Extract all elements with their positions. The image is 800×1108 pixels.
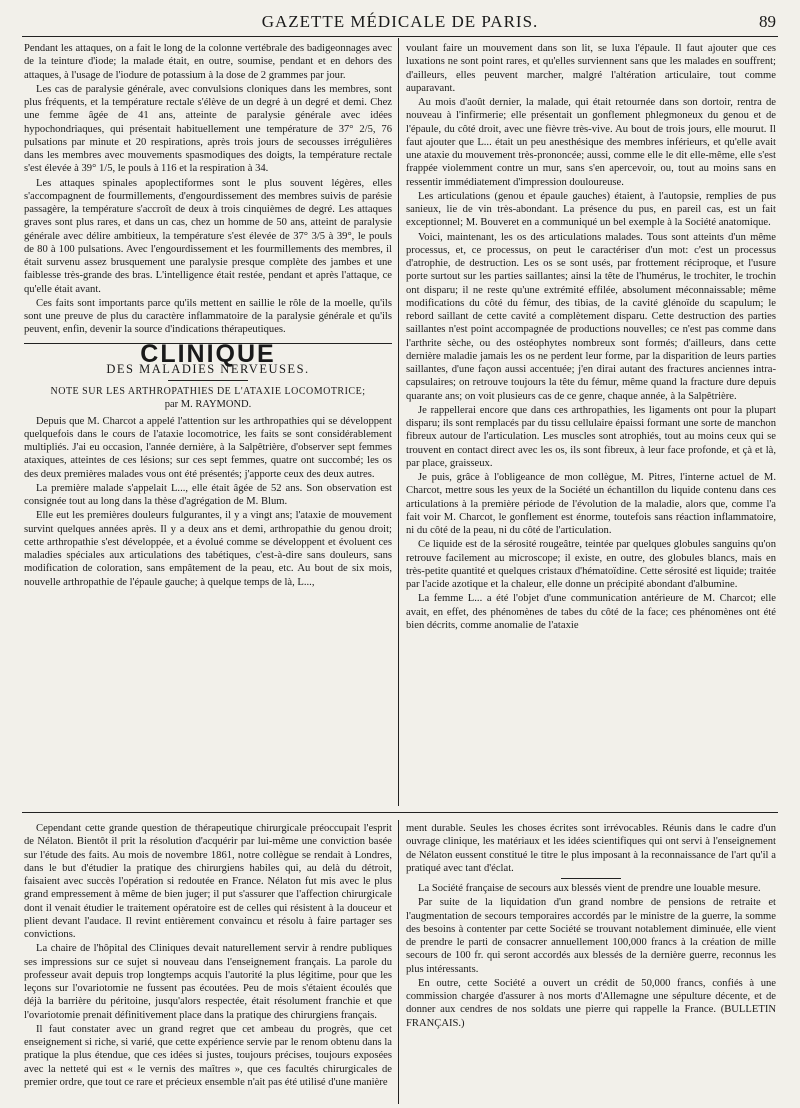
paragraph: Elle eut les premières douleurs fulgurantes, il y a vingt ans; l'ataxie de mouvement survint quelques années après. Il y a deux ans et demi, arthropathie du genou droit; cette arthropathie s'est développée, et a évolué comme se développent et évoluent ces maladies spéciales aux articulations des tabétiques, c'est-à-dire sans douleurs, sans modification de coloration, sans empâtement de la peau, etc. Au bout de six mois, nouvelle arthropathie de l'épaule gauche; à quelque temps de là, L..., <box>24 510 392 588</box>
bottom-left-column <box>24 822 392 1104</box>
paragraph: Je rappellerai encore que dans ces arthropathies, les ligaments ont pour la plupart disparu; ils sont remplacés par du tissu cellulaire épaissi formant une sorte de manchon fibreux autour de l'articulation. Les muscles sont atrophiés, tout au moins ceux qui se trouvent en contact direct avec les os, ils sont fibreux, à leur face profonde, et çà et là, par place, graisseux. <box>406 404 776 469</box>
paragraph: Cependant cette grande question de thérapeutique chirurgicale préoccupait l'esprit de Nélaton. Bientôt il prit la résolution d'acquérir par lui-même une conviction basée sur l'étude des faits. Au mois de novembre 1861, notre collègue se rendait à Londres, dans le but d'étudier la pratique des chirurgiens habiles qui, au delà du détroit, faisaient avec succès l'opération si redoutée en France. Nélaton fut mis avec le plus grand empressement à même de bien juger; il put s'assurer que l'affection chirurgicale dont il venait étudier le traitement opératoire est de celles qui résistent à la douceur et plient devant l'audace. Il revint entièrement convaincu et résolu à faire partager ses convictions. <box>24 823 392 940</box>
paragraph: Les attaques spinales apoplectiformes sont le plus souvent légères, elles s'accompagnent de fourmillements, d'engourdissement des membres suivis de parésie passagère, la température s'accroît de deux à trois cinquièmes de degré. Les attaques graves sont plus rares, et dans un cas, chez un homme de 50 ans, atteint de paralysie générale avec délire ambitieux, la température s'est élevée de 37° 3/5 à 39°, le pouls de 80 à 100 pulsations. Avec l'engourdissement et les fourmillements des membres, il était survenu assez brusquement une paralysie presque complète des jambes et une faiblesse très-grande des bras. L'intelligence était restée, pendant et après l'attaque, ce qu'elle était avant. <box>24 177 392 295</box>
article-title: NOTE SUR LES ARTHROPATHIES DE L'ATAXIE LOCOMOTRICE; <box>50 386 366 397</box>
paragraph: Pendant les attaques, on a fait le long de la colonne vertébrale des badigeonnages avec de la teinture d'iode; la malade était, en outre, soumise, pendant et en dehors des attaques, à l'usage de l'iodure de potassium à la dose de 2 grammes par jour. <box>24 43 392 81</box>
column-divider-bottom <box>398 820 399 1104</box>
paragraph: Ce liquide est de la sérosité rougeâtre, teintée par quelques globules sanguins qu'on retrouve facilement au microscope; il existe, en outre, des globules blancs, mais en très-petite quantité et quelques cristaux d'hématoïdine. Cette sérosité est liquide; traitée par l'acide azotique et la chaleur, elle donne un précipité abondant d'albumine. <box>406 539 776 590</box>
paragraph: Les cas de paralysie générale, avec convulsions cloniques dans les membres, sont plus fréquents, et la température rectale s'élève de un degré à un degré et demi. Chez une femme âgée de 41 ans, atteinte de paralysie générale avec idées hypochondriaques, qui présentait habituellement une température de 37° 2/5, 76 pulsations par minute et 20 respirations, après trois jours de secousses irrégulières dans les membres avec mouvements spasmodiques des doigts, la température rectale s'est élevée à 39° 1/5, le pouls à 116 et la respiration à 34. <box>24 83 392 175</box>
paragraph: En outre, cette Société a ouvert un crédit de 50,000 francs, confiés à une commission chargée d'assurer à nos morts d'Allemagne une sépulture décente, et de donner aux cendres de nos soldats une pierre qui rappelle la France. (BULLETIN FRANÇAIS.) <box>406 977 776 1029</box>
top-right-column <box>406 42 776 808</box>
page-header <box>22 10 778 37</box>
section-title: CLINIQUE <box>140 339 276 368</box>
title-rule <box>168 380 248 381</box>
paragraph: Depuis que M. Charcot a appelé l'attention sur les arthropathies qui se développent quelquefois dans le cours de l'ataxie locomotrice, les faits se sont considérablement multipliés. J'ai eu occasion, l'année dernière, à la Salpêtrière, d'observer sept femmes ataxiques, atteintes de ces lésions; sur ces sept femmes, quatre ont succombé; les os des deux premières malades vous ont été présentés; j'apporte ceux des deux autres. <box>24 415 392 480</box>
journal-title: GAZETTE MÉDICALE DE PARIS. <box>261 12 539 31</box>
section-divider <box>22 812 778 813</box>
paragraph: Au mois d'août dernier, la malade, qui était retournée dans son dortoir, rentra de nouveau à l'infirmerie; elle présentait un gonflement phlegmoneux du genou et de l'épaule, du côté droit, avec une fièvre très-vive. Au bout de trois jours, elle mourut. Il faut ajouter que L... était un peu anesthésique des membres inférieurs, et qu'elle avait une ataxie du mouvement très-prononcée; aussi, comme elle le dit elle-même, elle s'est frappée violemment contre un mur, sans s'en apercevoir, ou, tout au moins sans en ressentir immédiatement d'impression douloureuse. <box>406 97 776 188</box>
paragraph: Les articulations (genou et épaule gauches) étaient, à l'autopsie, remplies de pus sanieux, lie de vin très-abondant. La présence du pus, en pareil cas, est un fait exceptionnel; M. Bouveret en a communiqué un bel exemple à la Société anatomique. <box>406 190 776 229</box>
paragraph: Voici, maintenant, les os des articulations malades. Tous sont atteints d'un même processus, et, ce processus, on peut le caractériser d'un mot: c'est un processus d'atrophie, de destruction. Les os se sont usés, par frottement réciproque, et l'usure porte surtout sur les parties saillantes; ainsi la tête de l'humérus, le trochiter, le trochin ont disparu; il ne reste qu'une extrémité effilée, absolument méconnaissable; même modifications du côté du fémur, des tibias, de la cavité glénoïde du scapulum; le rebord saillant de cette cavité a complètement disparu. Cette destruction des parties saillantes n'est point accompagnée de productions nouvelles; ce n'est pas comme dans l'arthrite sèche, ou des ostéophytes nombreux sont formés; d'ailleurs, dans cette dernière maladie jamais les os ne perdent leur forme, par la disparition de leurs parties saillantes, d'une façon aussi accentuée; j'en dirai autant des fractures anciennes intra-capsulaires; on retrouve toujours la tête du fémur, même quand la fracture dure depuis quarante ans; on voit plusieurs cas de ce genre, chaque année, à la Salpêtrière. <box>406 231 776 402</box>
paragraph: La chaire de l'hôpital des Cliniques devait naturellement servir à rendre publiques ses impressions sur ce sujet si nouveau dans l'enseignement français. La parole du professeur avait depuis trop longtemps acquis l'autorité la plus légitime, pour que les leçons sur l'ovariotomie ne fussent pas écoutées. Peu de mois s'étaient écoulés que déjà la barrière du péritoine, jusqu'alors respectée, était résolument franchie et que l'ovariotomie prenait définitivement place dans la pratique des chirurgiens français. <box>24 943 392 1021</box>
page-number: 89 <box>759 12 776 31</box>
paragraph: Par suite de la liquidation d'un grand nombre de pensions de retraite et l'augmentation de secours temporaires accordés par le ministre de la guerre, la somme des besoins à contenter par cette Société se trouvant notablement diminuée, elle vient de prendre le parti de consacrer annuellement 100,000 francs à la création de mille secours de 100 fr. qui seront accordés aux blessés de la dernière guerre, reconnus les plus intéressants. <box>406 897 776 975</box>
paragraph: La femme L... a été l'objet d'une communication antérieure de M. Charcot; elle avait, en effet, des phénomènes de tabes du côté de la face; ces phénomènes ont été bien décrits, comme anomalie de l'ataxie <box>406 593 776 631</box>
section-subtitle: DES MALADIES NERVEUSES. <box>106 361 310 376</box>
paragraph: ment durable. Seules les choses écrites sont irrévocables. Réunis dans le cadre d'un ouvrage clinique, les matériaux et les idées scientifiques qui ont servi à l'enseignement de Nélaton eussent constitué le titre le plus imposant à la reconnaissance de l'art qu'il a pratiqué avec tant d'éclat. <box>406 823 776 874</box>
article-author: par M. RAYMOND. <box>164 399 252 411</box>
top-left-column <box>24 42 392 808</box>
bottom-right-column <box>406 822 776 1104</box>
paragraph: Il faut constater avec un grand regret que cet ambeau du progrès, que cet enseignement si riche, si varié, que cette expérience servie par le renom obtenu dans la pratique la plus étendue, que ces idées si justes, toujours précises, toujours exposées avec la netteté qui est « le vernis des maîtres », que ces facultés chirurgicales de premier ordre, que tout ce rare et précieux ensemble n'ait pas été utilisé d'une manière <box>24 1023 392 1088</box>
paragraph: Je puis, grâce à l'obligeance de mon collègue, M. Pitres, l'interne actuel de M. Charcot, mettre sous les yeux de la Société un échantillon du liquide contenu dans ces articulations à la première période de l'évolution de la maladie, alors que, comme l'a fait voir M. Charcot, le gonflement est énorme, toutefois sans réaction inflammatoire, ni du côté de la peau, ni du côté de l'articulation. <box>406 472 776 536</box>
paragraph: voulant faire un mouvement dans son lit, se luxa l'épaule. Il faut ajouter que ces luxations ne sont point rares, et qu'elles surviennent sans que les malades en souffrent; d'ailleurs, elles peuvent marcher, malgré l'altération articulaire, tout comme auparavant. <box>406 43 776 94</box>
paragraph: La première malade s'appelait L..., elle était âgée de 52 ans. Son observation est consignée tout au long dans la thèse d'agrégation de M. Blum. <box>24 482 392 507</box>
short-rule <box>561 878 621 879</box>
paragraph: Ces faits sont importants parce qu'ils mettent en saillie le rôle de la moelle, qu'ils sont une preuve de plus du caractère inflammatoire de la paralysie générale et qu'ils peuvent, enfin, devenir la source d'indications thérapeutiques. <box>24 297 392 336</box>
paragraph: La Société française de secours aux blessés vient de prendre une louable mesure. <box>418 883 761 894</box>
column-divider-top <box>398 38 399 806</box>
